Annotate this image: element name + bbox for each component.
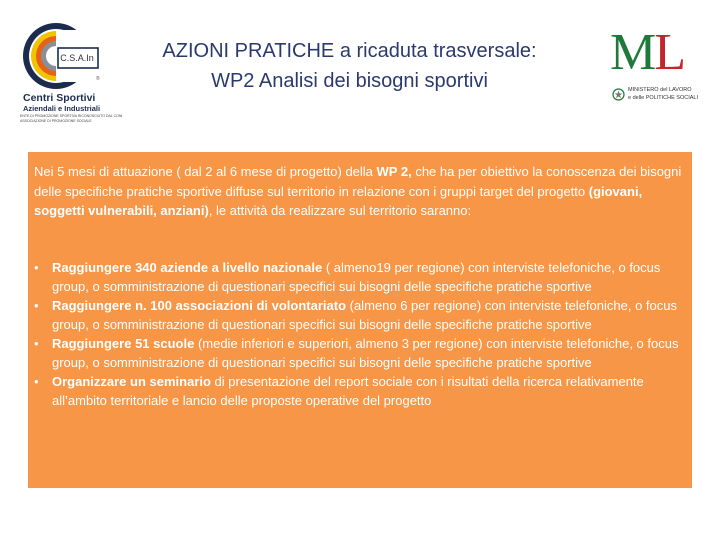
- list-item-text: (medie inferiori e superiori, almeno 3 per regione) con interviste telefoniche, o focus group, o somministrazione di questionari specifici sui bisogni delle specifiche pratiche sportive: [52, 336, 679, 370]
- italian-republic-emblem-icon: [612, 88, 625, 101]
- list-item-text: ( almeno19 per regione) con interviste telefoniche, o focus group, o somministrazione di questionari specifici sui bisogni delle specifiche pratiche sportive: [52, 260, 661, 294]
- bullet-icon: •: [34, 260, 39, 275]
- title-line-1: AZIONI PRATICHE a ricaduta trasversale:: [162, 40, 537, 62]
- ml-monogram: [610, 24, 684, 82]
- list-item-bold: Organizzare un seminario: [52, 374, 211, 389]
- ministry-name-1: MINISTERO del LAVORO: [628, 87, 692, 93]
- activity-list: [34, 258, 686, 410]
- content-panel: [28, 152, 692, 488]
- bullet-icon: •: [34, 336, 39, 351]
- csain-badge-text: C.S.A.In: [60, 53, 94, 63]
- list-item: [34, 334, 686, 372]
- list-item-bold: Raggiungere 340 aziende a livello nazionale: [52, 260, 323, 275]
- csain-fine-print-1: ENTE DI PROMOZIONE SPORTIVA RICONOSCIUTO DAL CONI: [20, 114, 123, 118]
- ministry-name-2: e delle POLITICHE SOCIALI: [628, 95, 698, 101]
- slide-title: [112, 36, 587, 96]
- list-item: [34, 258, 686, 296]
- list-item-bold: Raggiungere 51 scuole: [52, 336, 195, 351]
- list-item-bold: Raggiungere n. 100 associazioni di volontariato: [52, 298, 347, 313]
- monogram-m: M: [610, 24, 655, 81]
- title-line-2: WP2 Analisi dei bisogni sportivi: [211, 70, 488, 92]
- intro-text-2: che ha per obiettivo la conoscenza dei bisogni delle specifiche pratiche sportive diffuse sul territorio in relazione con i gruppi target del progetto: [34, 164, 682, 199]
- svg-text:®: ®: [96, 76, 100, 82]
- bullet-icon: •: [34, 374, 39, 389]
- csain-fine-print-2: ASSOCIAZIONE DI PROMOZIONE SOCIALE: [20, 119, 92, 123]
- list-item: [34, 372, 686, 410]
- intro-paragraph: [34, 162, 684, 221]
- list-item-text: di presentazione del report sociale con i risultati della ricerca relativamente all’ambito territoriale e lancio delle proposte operative del progetto: [52, 374, 644, 408]
- list-item: [34, 296, 686, 334]
- csain-brand-sub: Aziendali e Industriali: [23, 104, 101, 113]
- bullet-icon: •: [34, 298, 39, 313]
- intro-text-1: Nei 5 mesi di attuazione ( dal 2 al 6 mese di progetto) della: [34, 164, 377, 179]
- intro-bold-targets: (giovani, soggetti vulnerabili, anziani): [34, 183, 643, 218]
- ministry-logo: [608, 24, 700, 106]
- monogram-l: L: [654, 24, 685, 81]
- csain-logo: [18, 20, 123, 123]
- list-item-text: (almeno 6 per regione) con interviste telefoniche, o focus group, o somministrazione di questionari specifici sui bisogni delle specifiche pratiche sportive: [52, 298, 677, 332]
- csain-brand: Centri Sportivi: [23, 92, 96, 104]
- intro-text-3: , le attività da realizzare sul territorio saranno:: [208, 203, 472, 218]
- intro-bold-wp2: WP 2,: [376, 164, 412, 179]
